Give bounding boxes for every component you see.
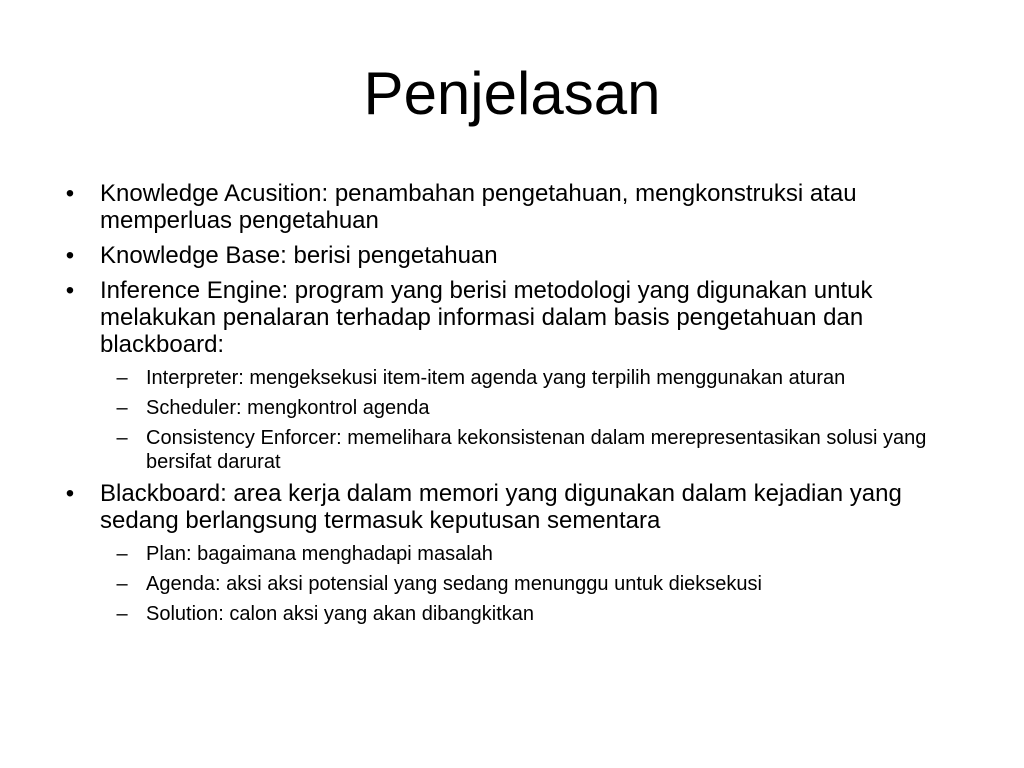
sub-bullet-solution bbox=[60, 602, 960, 626]
sub-bullet-consistency-enforcer bbox=[60, 426, 960, 474]
bullet-list bbox=[60, 180, 960, 632]
sub-bullet-marker: – bbox=[116, 603, 128, 625]
bullet-item-inference-engine bbox=[60, 277, 960, 474]
bullet-item-knowledge-base bbox=[60, 242, 960, 269]
bullet-marker: • bbox=[65, 277, 75, 304]
bullet-marker: • bbox=[65, 480, 75, 507]
sub-bullet-interpreter bbox=[60, 366, 960, 390]
bullet-row bbox=[60, 242, 960, 269]
bullet-marker: • bbox=[65, 180, 75, 207]
sub-bullet-text: Plan: bagaimana menghadapi masalah bbox=[146, 543, 493, 565]
sub-bullet-list bbox=[60, 366, 960, 474]
sub-bullet-marker: – bbox=[116, 573, 128, 595]
slide-title: Penjelasan bbox=[363, 60, 661, 127]
bullet-marker: • bbox=[65, 242, 75, 269]
bullet-row bbox=[60, 480, 960, 534]
sub-bullet-text: Agenda: aksi aksi potensial yang sedang menunggu untuk dieksekusi bbox=[146, 573, 762, 595]
bullet-text: Knowledge Base: berisi pengetahuan bbox=[100, 242, 498, 269]
bullet-row bbox=[60, 277, 960, 358]
sub-bullet-scheduler bbox=[60, 396, 960, 420]
sub-bullet-marker: – bbox=[116, 367, 128, 389]
bullet-text: Blackboard: area kerja dalam memori yang digunakan dalam kejadian yang sedang berlangsung termasuk keputusan sementara bbox=[100, 480, 902, 534]
sub-bullet-text: Solution: calon aksi yang akan dibangkitkan bbox=[146, 603, 535, 625]
sub-bullet-agenda bbox=[60, 572, 960, 596]
bullet-text: Knowledge Acusition: penambahan pengetahuan, mengkonstruksi atau memperluas pengetahuan bbox=[100, 180, 857, 234]
sub-bullet-text: Scheduler: mengkontrol agenda bbox=[146, 397, 430, 419]
bullet-item-knowledge-acquisition bbox=[60, 180, 960, 234]
bullet-text: Inference Engine: program yang berisi metodologi yang digunakan untuk melakukan penalaran terhadap informasi dalam basis pengetahuan dan blackboard: bbox=[100, 277, 873, 358]
bullet-row bbox=[60, 180, 960, 234]
sub-bullet-plan bbox=[60, 542, 960, 566]
sub-bullet-marker: – bbox=[116, 543, 128, 565]
sub-bullet-text: Interpreter: mengeksekusi item-item agenda yang terpilih menggunakan aturan bbox=[146, 367, 846, 389]
sub-bullet-list bbox=[60, 542, 960, 626]
sub-bullet-text: Consistency Enforcer: memelihara kekonsistenan dalam merepresentasikan solusi yang bersifat darurat bbox=[146, 427, 927, 473]
bullet-item-blackboard bbox=[60, 480, 960, 626]
sub-bullet-marker: – bbox=[116, 397, 128, 419]
sub-bullet-marker: – bbox=[116, 427, 128, 449]
